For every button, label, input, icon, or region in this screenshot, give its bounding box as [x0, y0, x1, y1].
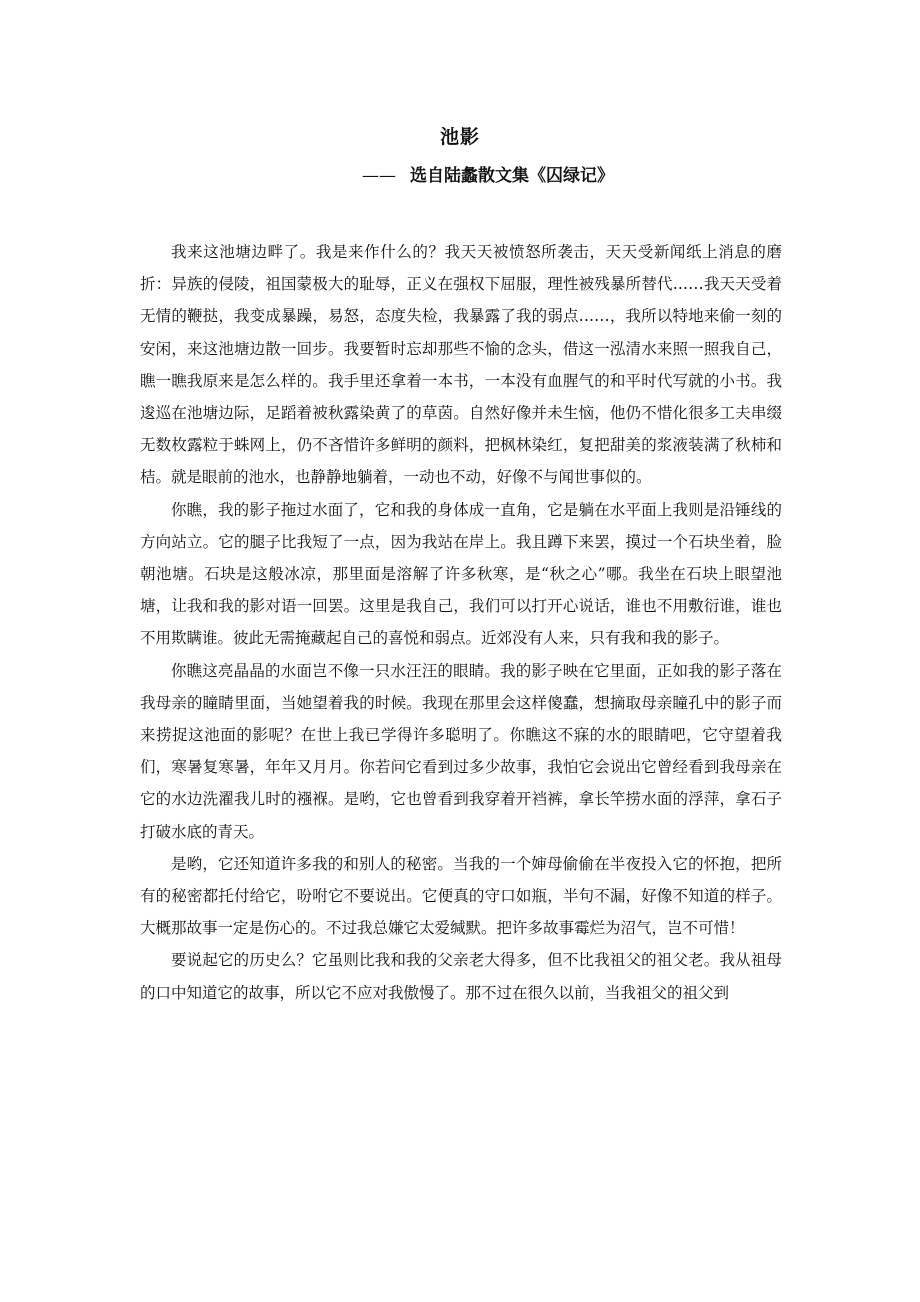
page-title: 池影 — [439, 126, 480, 148]
paragraph: 要说起它的历史么？它虽则比我和我的父亲老大得多，但不比我祖父的祖父老。我从祖母的口中知道它的故事，所以它不应对我傲慢了。那不过在很久以前，当我祖父的祖父到 — [140, 951, 782, 1002]
paragraph: 是哟，它还知道许多我的和别人的秘密。当我的一个婶母偷偷在半夜投入它的怀抱，把所有的秘密都托付给它，吩咐它不要说出。它便真的守口如瓶，半句不漏，好像不知道的样子。大概那故事一定是伤心的。不过我总嫌它太爱缄默。把许多故事霉烂为沼气，岂不可惜！ — [140, 854, 782, 938]
paragraph: 你瞧这亮晶晶的水面岂不像一只水汪汪的眼睛。我的影子映在它里面，正如我的影子落在我母亲的瞳睛里面，当她望着我的时候。我现在那里会这样傻蠢，想摘取母亲瞳孔中的影子而来捞捉这池面的影呢？在世上我已学得许多聪明了。你瞧这不寐的水的眼睛吧，它守望着我们，寒暑复寒暑，年年又月月。你若问它看到过多少故事，我怕它会说出它曾经看到我母亲在它的水边洗濯我儿时的襁褓。是哟，它也曾看到我穿着开裆裤，拿长竿捞水面的浮萍，拿石子打破水底的青天。 — [140, 661, 782, 841]
subtitle-dash: —— — [362, 166, 396, 186]
paragraph: 我来这池塘边畔了。我是来作什么的？我天天被愤怒所袭击，天天受新闻纸上消息的磨折：异族的侵陵，祖国蒙极大的耻辱，正义在强权下屈服，理性被残暴所替代……我天天受着无情的鞭挞，我变成暴躁，易怒，态度失检，我暴露了我的弱点……，我所以特地来偷一刻的安闲，来这池塘边散一回步。我要暂时忘却那些不愉的念头，借这一泓清水来照一照我自己，瞧一瞧我原来是怎么样的。我手里还拿着一本书，一本没有血腥气的和平时代写就的小书。我逡巡在池塘边际，足蹈着被秋露染黄了的草茵。自然好像并未生恼，他仍不惜化很多工夫串缀无数枚露粒于蛛网上，仍不吝惜许多鲜明的颜料，把枫林染红，复把甜美的浆液装满了秋柿和桔。就是眼前的池水，也静静地躺着，一动也不动，好像不与闻世事似的。 — [140, 243, 782, 487]
paragraph: 你瞧，我的影子拖过水面了，它和我的身体成一直角，它是躺在水平面上我则是沿锤线的方向站立。它的腿子比我短了一点，因为我站在岸上。我且蹲下来罢，摸过一个石块坐着，脸朝池塘。石块是这般冰凉，那里面是溶解了许多秋寒，是“秋之心”哪。我坐在石块上眼望池塘，让我和我的影对语一回罢。这里是我自己，我们可以打开心说话，谁也不用敷衍谁，谁也不用欺瞒谁。彼此无需掩藏起自己的喜悦和弱点。近郊没有人来，只有我和我的影子。 — [140, 500, 782, 648]
subtitle — [362, 161, 614, 186]
article-body — [140, 236, 782, 1009]
subtitle-text: 选自陆蠡散文集《囚绿记》 — [410, 166, 614, 186]
